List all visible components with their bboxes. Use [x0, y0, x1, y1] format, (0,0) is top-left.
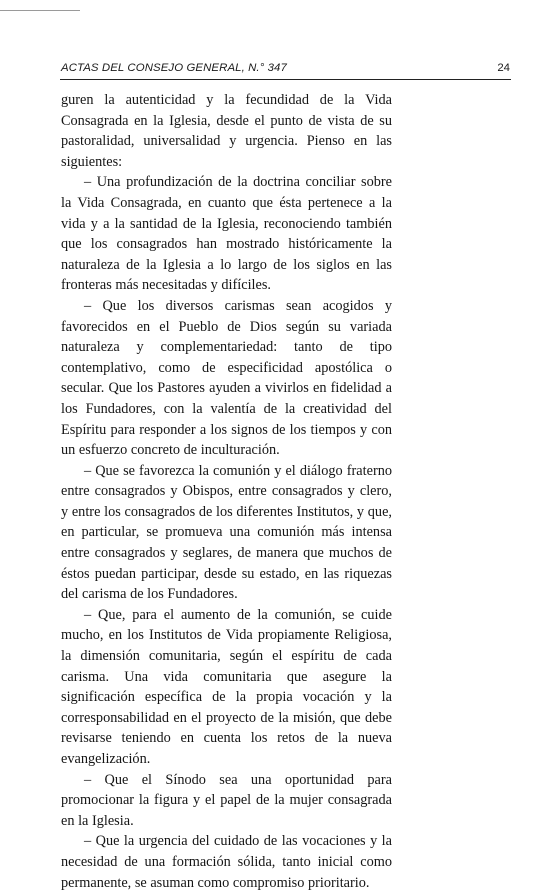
paragraph: – Que, para el aumento de la comunión, se cuide mucho, en los Institutos de Vida propiamente Religiosa, la dimensión comunitaria, según el espíritu de cada carisma. Una vida comunitaria que asegure la significación específica de la propia vocación y la corresponsabilidad en el proyecto de la misión, que debe revisarse teniendo en cuenta los retos de la nueva evangelización. — [61, 606, 392, 767]
paragraph: – Una profundización de la doctrina conciliar sobre la Vida Consagrada, en cuanto que ésta pertenece a la vida y a la santidad de la Iglesia, reconociendo también que los consagrados han mostrado históricamente la naturaleza de la Iglesia a lo largo de los siglos en las fronteras más necesitadas y difíciles. — [61, 174, 392, 294]
page-header — [60, 61, 511, 80]
running-title: ACTAS DEL CONSEJO GENERAL, N.° 347 — [61, 62, 287, 74]
paragraph: – Que se favorezca la comunión y el diálogo fraterno entre consagrados y Obispos, entre consagrados y clero, y entre los consagrados de los diferentes Institutos, y que, en particular, se promueva una comunión más intensa entre consagrados y seglares, de manera que muchos de éstos puedan participar, desde su estado, en las riquezas del carisma de los Fundadores. — [61, 462, 392, 603]
page-number: 24 — [497, 62, 510, 74]
top-rule — [0, 10, 80, 11]
paragraph: – Que los diversos carismas sean acogidos y favorecidos en el Pueblo de Dios según su variada naturaleza y complementariedad: tanto de tipo contemplativo, como de especificidad apostólica o secular. Que los Pastores ayuden a vivirlos en fidelidad a los Fundadores, con la valentía de la creatividad del Espíritu para responder a los signos de los tiempos y con un esfuerzo concreto de inculturación. — [61, 297, 392, 459]
paragraph: – Que el Sínodo sea una oportunidad para promocionar la figura y el papel de la mujer consagrada en la Iglesia. — [61, 771, 392, 829]
paragraph: – Que la urgencia del cuidado de las vocaciones y la necesidad de una formación sólida, tanto inicial como permanente, se asuman como compromiso prioritario. — [61, 833, 392, 891]
body-text — [61, 90, 392, 893]
paragraph: guren la autenticidad y la fecundidad de la Vida Consagrada en la Iglesia, desde el punto de vista de su pastoralidad, universalidad y urgencia. Pienso en las siguientes: — [61, 92, 392, 170]
